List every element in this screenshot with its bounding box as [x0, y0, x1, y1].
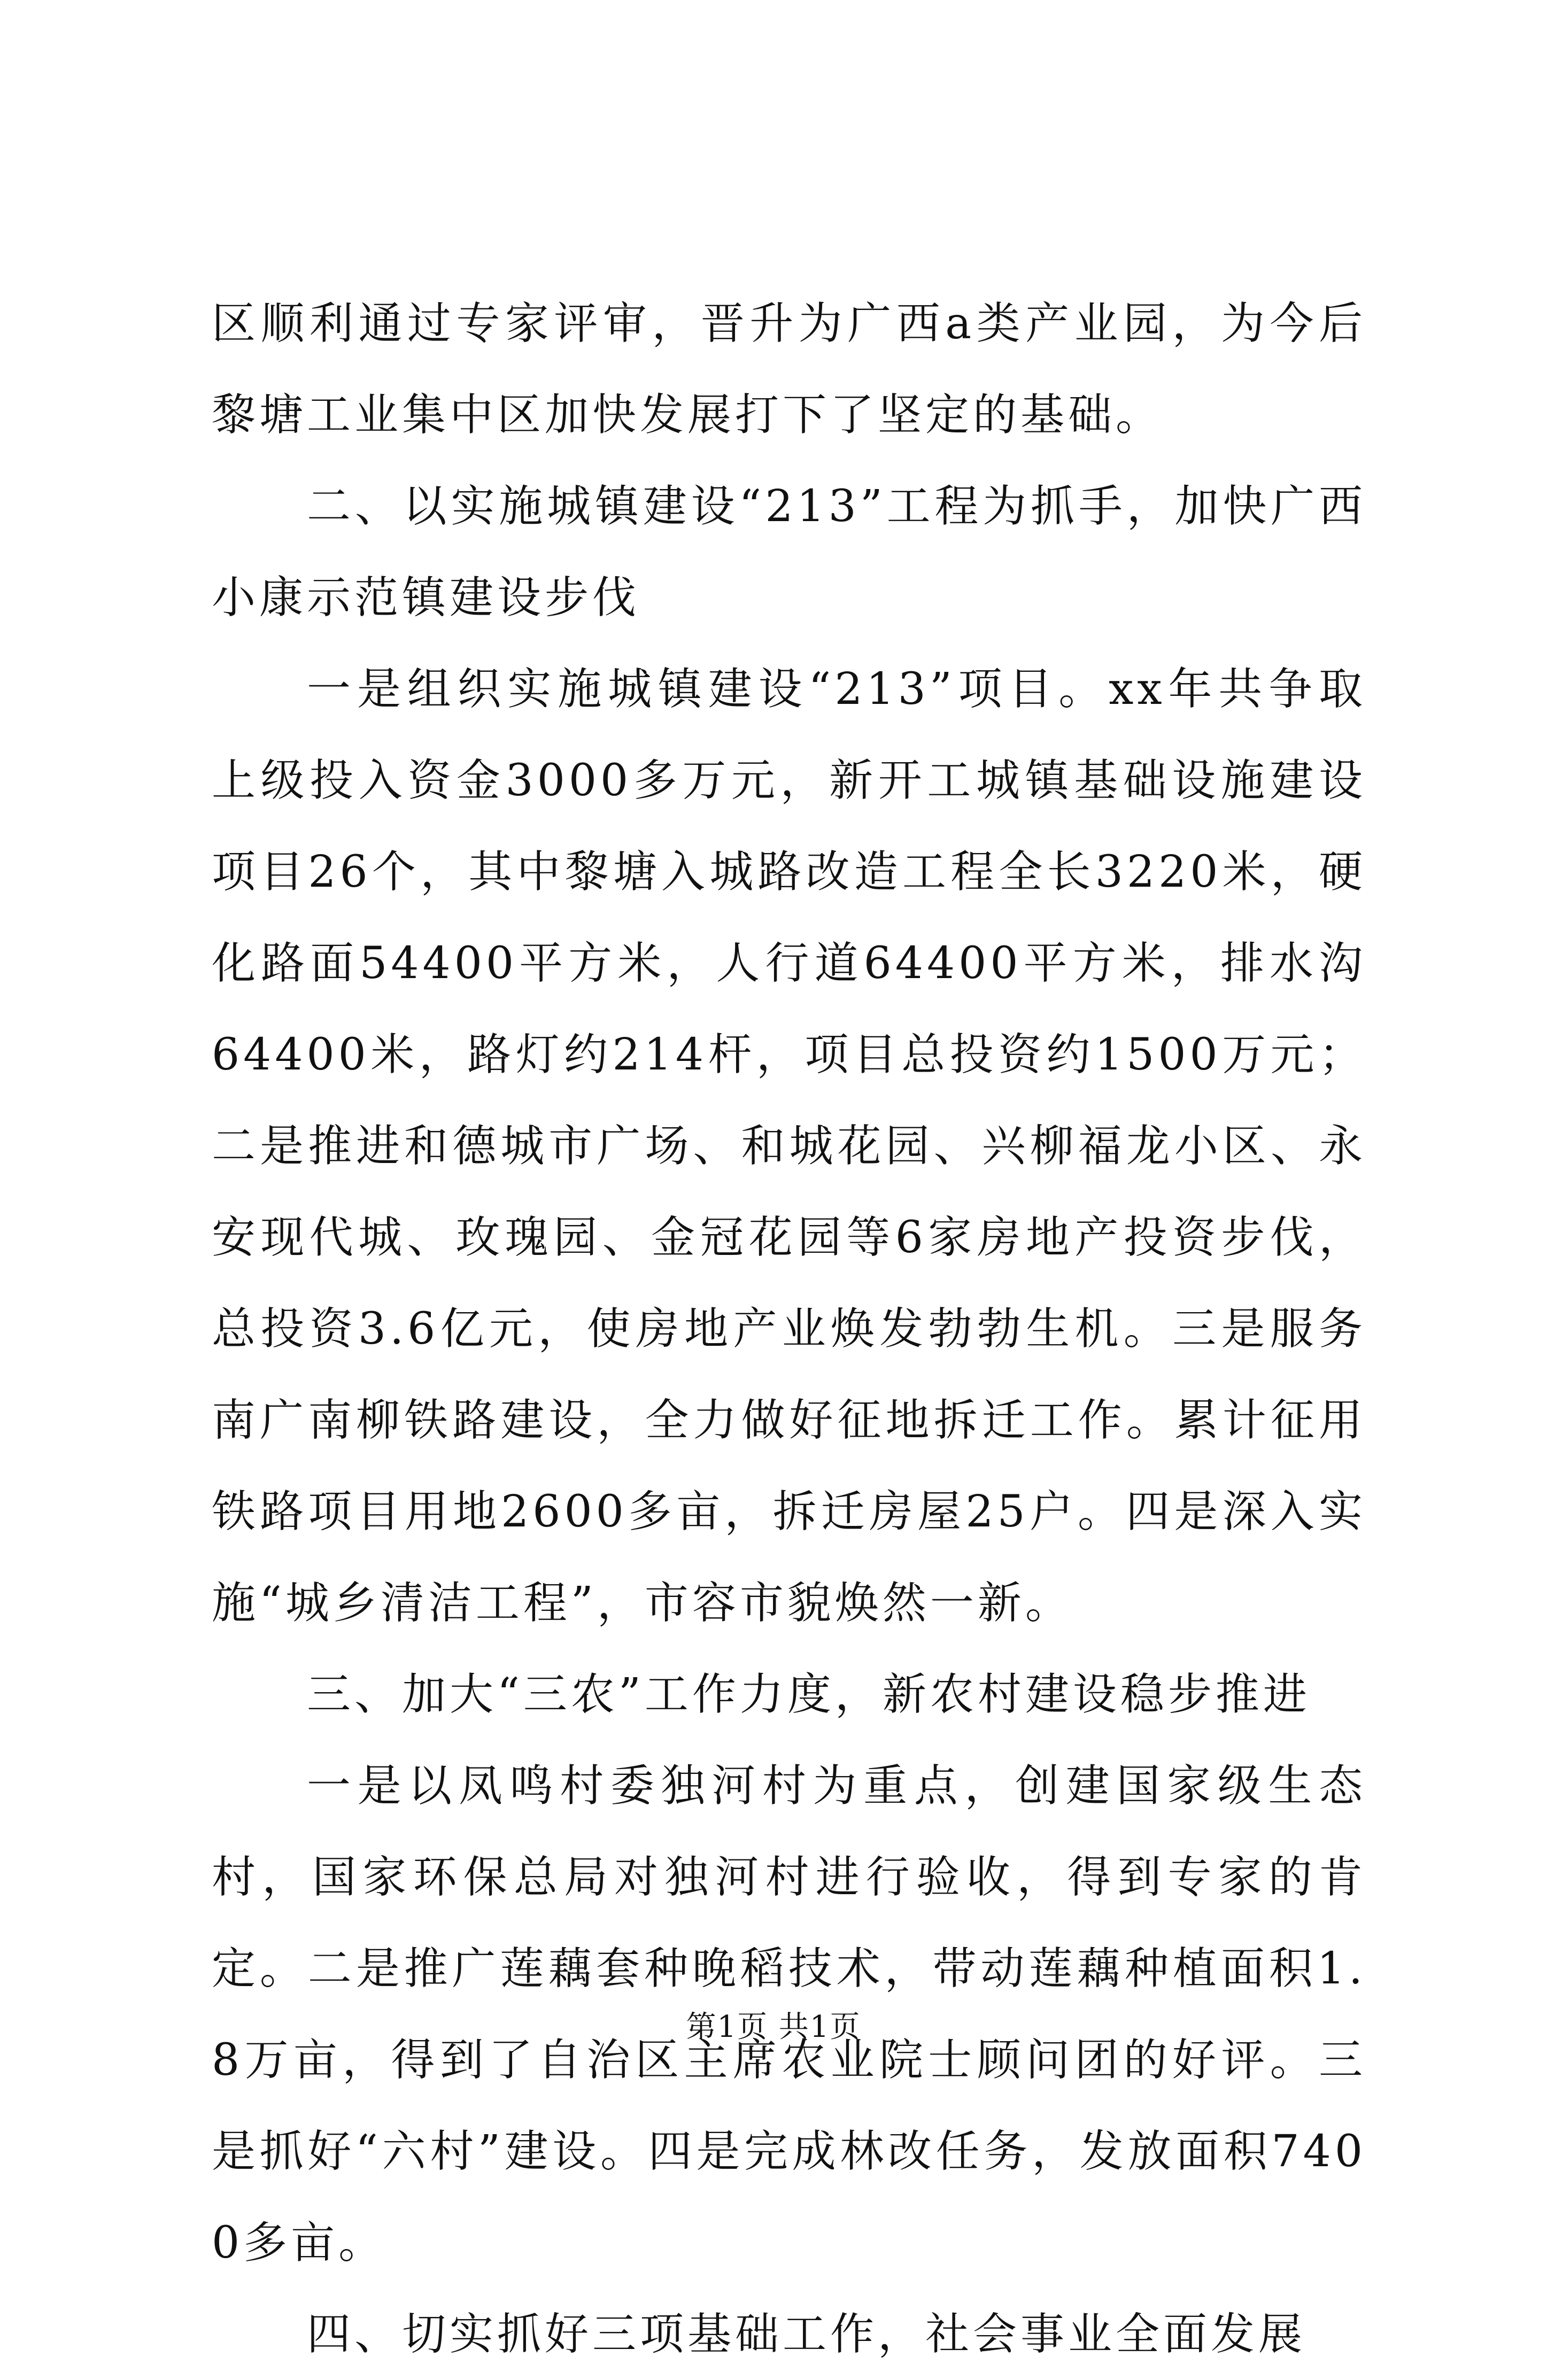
section-heading-2: 二、以实施城镇建设“213”工程为抓手，加快广西小康示范镇建设步伐 — [212, 481, 1366, 623]
page-footer: 第1页 共1页 — [686, 2010, 861, 2044]
paragraph-continuation: 区顺利通过专家评审，晋升为广西a类产业园，为今后黎塘工业集中区加快发展打下了坚定的基础。 — [212, 298, 1366, 440]
paragraph-rural-construction: 一是以凤鸣村委独河村为重点，创建国家级生态村，国家环保总局对独河村进行验收，得到专家的肯定。二是推广莲藕套种晚稻技术，带动莲藕种植面积1.8万亩，得到了自治区主席农业院士顾问团的好评。三是抓好“六村”建设。四是完成林改任务，发放面积7400多亩。 — [212, 1761, 1366, 2268]
section-heading-3: 三、加大“三农”工作力度，新农村建设稳步推进 — [307, 1669, 1311, 1720]
document-body — [212, 278, 1366, 2380]
paragraph-urban-construction: 一是组织实施城镇建设“213”项目。xx年共争取上级投入资金3000多万元，新开工城镇基础设施建设项目26个，其中黎塘入城路改造工程全长3220米，硬化路面54400平方米，人行道64400平方米，排水沟64400米，路灯约214杆，项目总投资约1500万元；二是推进和德城市广场、和城花园、兴柳福龙小区、永安现代城、玫瑰园、金冠花园等6家房地产投资步伐，总投资3.6亿元，使房地产业焕发勃勃生机。三是服务南广南柳铁路建设，全力做好征地拆迁工作。累计征用铁路项目用地2600多亩，拆迁房屋25户。四是深入实施“城乡清洁工程”，市容市貌焕然一新。 — [212, 664, 1366, 1629]
section-heading-4: 四、切实抓好三项基础工作，社会事业全面发展 — [307, 2309, 1306, 2360]
